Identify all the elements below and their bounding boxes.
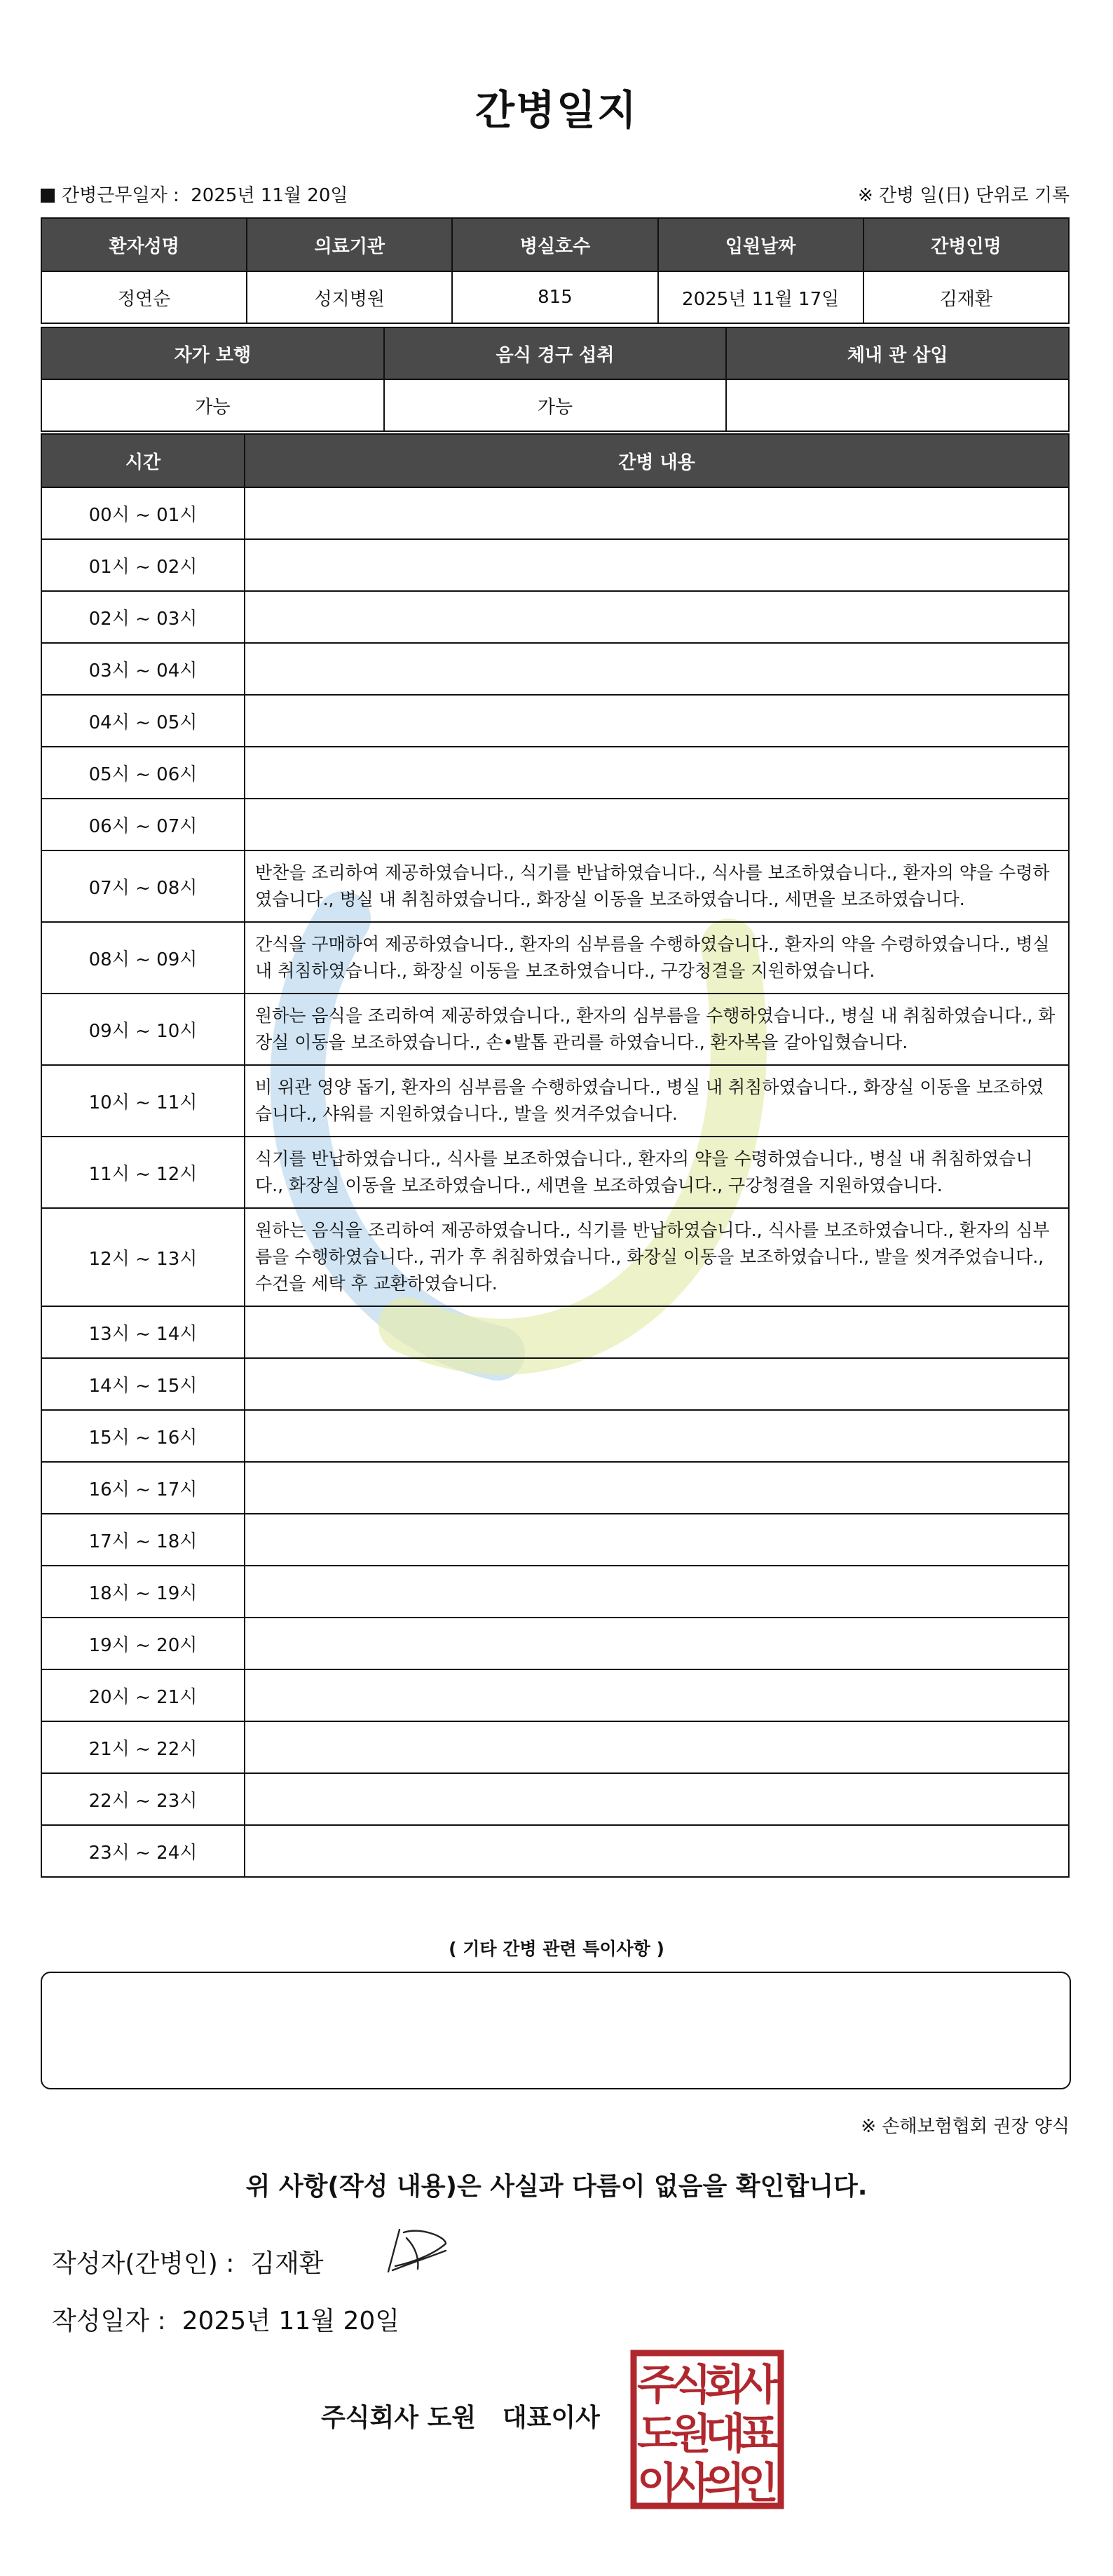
write-date-label: 작성일자 :	[52, 2307, 166, 2336]
care-content: 원하는 음식을 조리하여 제공하였습니다., 식기를 반납하였습니다., 식사를 보조하였습니다., 환자의 심부름을 수행하였습니다., 귀가 후 취침하였습니다., 화장실 이동을 보조하였습니다., 발을 씻겨주었습니다., 수건을 세탁 후 교환하였습니다.	[245, 1208, 1069, 1306]
care-content	[245, 1514, 1069, 1566]
record-unit-note: ※ 간병 일(日) 단위로 기록	[857, 185, 1070, 206]
time-slot: 17시 ~ 18시	[41, 1514, 245, 1566]
table-row	[41, 799, 1069, 850]
care-content	[245, 1825, 1069, 1877]
work-date-label: 간병근무일자 :	[62, 185, 179, 206]
svg-text:대: 대	[704, 2410, 745, 2459]
time-slot: 11시 ~ 12시	[41, 1137, 245, 1208]
time-slot: 19시 ~ 20시	[41, 1618, 245, 1669]
care-content	[245, 695, 1069, 747]
table-row	[41, 591, 1069, 643]
header-caregiver-name: 간병인명	[863, 218, 1069, 271]
notes-box	[41, 1972, 1071, 2089]
header-oral-intake: 음식 경구 섭취	[384, 327, 727, 379]
header-hospital: 의료기관	[247, 218, 452, 271]
care-content	[245, 747, 1069, 799]
table-row	[41, 487, 1069, 539]
time-slot: 09시 ~ 10시	[41, 994, 245, 1065]
time-slot: 23시 ~ 24시	[41, 1825, 245, 1877]
care-content	[245, 1721, 1069, 1773]
patient-name: 정연순	[41, 271, 247, 323]
tube-insertion-value	[726, 379, 1069, 431]
time-slot: 10시 ~ 11시	[41, 1065, 245, 1137]
care-content	[245, 1462, 1069, 1514]
time-slot: 20시 ~ 21시	[41, 1669, 245, 1721]
care-content	[245, 1773, 1069, 1825]
table-row	[41, 850, 1069, 922]
form-source-note: ※ 손해보험협회 권장 양식	[861, 2116, 1070, 2137]
care-log-table	[41, 433, 1070, 1878]
company-line	[321, 2398, 600, 2434]
care-content: 간식을 구매하여 제공하였습니다., 환자의 심부름을 수행하였습니다., 환자의 약을 수령하였습니다., 병실 내 취침하였습니다., 화장실 이동을 보조하였습니다., 구강청결을 지원하였습니다.	[245, 922, 1069, 994]
table-row	[41, 747, 1069, 799]
time-slot: 08시 ~ 09시	[41, 922, 245, 994]
company-role: 대표이사	[502, 2404, 600, 2432]
table-row	[41, 1306, 1069, 1358]
page-title: 간병일지	[474, 86, 639, 134]
header-patient-name: 환자성명	[41, 218, 247, 271]
time-slot: 15시 ~ 16시	[41, 1410, 245, 1462]
svg-text:사: 사	[671, 2459, 711, 2508]
time-slot: 21시 ~ 22시	[41, 1721, 245, 1773]
signature	[378, 2223, 456, 2286]
table-row	[41, 1566, 1069, 1618]
time-slot: 05시 ~ 06시	[41, 747, 245, 799]
table-row	[41, 695, 1069, 747]
svg-text:사: 사	[738, 2361, 779, 2410]
svg-text:의: 의	[704, 2459, 745, 2508]
care-content	[245, 539, 1069, 591]
care-content	[245, 1306, 1069, 1358]
time-slot: 14시 ~ 15시	[41, 1358, 245, 1410]
care-content: 반찬을 조리하여 제공하였습니다., 식기를 반납하였습니다., 식사를 보조하였습니다., 환자의 약을 수령하였습니다., 병실 내 취침하였습니다., 화장실 이동을 보조하였습니다., 세면을 보조하였습니다.	[245, 850, 1069, 922]
care-content: 식기를 반납하였습니다., 식사를 보조하였습니다., 환자의 약을 수령하였습니다., 병실 내 취침하였습니다., 화장실 이동을 보조하였습니다., 세면을 보조하였습니다., 구강청결을 지원하였습니다.	[245, 1137, 1069, 1208]
time-slot: 13시 ~ 14시	[41, 1306, 245, 1358]
table-row	[41, 1618, 1069, 1669]
write-date-value: 2025년 11월 20일	[182, 2307, 400, 2336]
care-content	[245, 799, 1069, 850]
table-row	[41, 1137, 1069, 1208]
header-time: 시간	[41, 434, 245, 487]
self-walking-value: 가능	[41, 379, 384, 431]
svg-text:회: 회	[704, 2361, 745, 2410]
care-content	[245, 1618, 1069, 1669]
time-slot: 02시 ~ 03시	[41, 591, 245, 643]
svg-text:도: 도	[637, 2410, 678, 2459]
writer-label: 작성자(간병인) :	[52, 2249, 235, 2278]
table-row	[41, 539, 1069, 591]
care-content	[245, 1410, 1069, 1462]
care-content	[245, 591, 1069, 643]
table-row	[41, 994, 1069, 1065]
time-slot: 18시 ~ 19시	[41, 1566, 245, 1618]
time-slot: 22시 ~ 23시	[41, 1773, 245, 1825]
care-content	[245, 487, 1069, 539]
patient-info-table	[41, 217, 1070, 324]
time-slot: 12시 ~ 13시	[41, 1208, 245, 1306]
header-room-number: 병실호수	[452, 218, 657, 271]
time-slot: 04시 ~ 05시	[41, 695, 245, 747]
writer-line	[52, 2244, 324, 2279]
company-name: 주식회사 도원	[321, 2404, 477, 2432]
svg-text:원: 원	[671, 2410, 711, 2459]
admission-date: 2025년 11월 17일	[658, 271, 863, 323]
care-content: 비 위관 영양 돕기, 환자의 심부름을 수행하였습니다., 병실 내 취침하였습니다., 화장실 이동을 보조하였습니다., 샤워를 지원하였습니다., 발을 씻겨주었습니다.	[245, 1065, 1069, 1137]
time-slot: 16시 ~ 17시	[41, 1462, 245, 1514]
table-row	[41, 1358, 1069, 1410]
patient-status-table	[41, 327, 1070, 432]
svg-text:표: 표	[738, 2410, 779, 2459]
table-row	[41, 643, 1069, 695]
confirmation-statement: 위 사항(작성 내용)은 사실과 다름이 없음을 확인합니다.	[245, 2172, 868, 2201]
table-row	[41, 1208, 1069, 1306]
care-content: 원하는 음식을 조리하여 제공하였습니다., 환자의 심부름을 수행하였습니다., 병실 내 취침하였습니다., 화장실 이동을 보조하였습니다., 손•발톱 관리를 하였습니다., 환자복을 갈아입혔습니다.	[245, 994, 1069, 1065]
table-row	[41, 1669, 1069, 1721]
caregiver-name: 김재환	[863, 271, 1069, 323]
room-number: 815	[452, 271, 657, 323]
care-content	[245, 1669, 1069, 1721]
header-self-walking: 자가 보행	[41, 327, 384, 379]
time-slot: 00시 ~ 01시	[41, 487, 245, 539]
time-slot: 03시 ~ 04시	[41, 643, 245, 695]
table-row	[41, 1825, 1069, 1877]
svg-text:이: 이	[637, 2459, 678, 2508]
table-row	[41, 1065, 1069, 1137]
oral-intake-value: 가능	[384, 379, 727, 431]
svg-text:식: 식	[671, 2361, 711, 2410]
table-row	[41, 1721, 1069, 1773]
work-date	[41, 181, 348, 207]
writer-name: 김재환	[250, 2249, 324, 2278]
square-bullet-icon	[41, 189, 55, 203]
time-slot: 07시 ~ 08시	[41, 850, 245, 922]
hospital-name: 성지병원	[247, 271, 452, 323]
notes-title: ( 기타 간병 관련 특이사항 )	[449, 1939, 664, 1959]
care-content	[245, 643, 1069, 695]
svg-text:인: 인	[738, 2459, 779, 2508]
table-row	[41, 1773, 1069, 1825]
table-row	[41, 922, 1069, 994]
work-date-value: 2025년 11월 20일	[191, 185, 348, 206]
svg-text:주: 주	[637, 2361, 678, 2410]
company-seal	[629, 2349, 785, 2510]
care-log-body	[41, 487, 1069, 1877]
header-tube-insertion: 체내 관 삽입	[726, 327, 1069, 379]
header-care-content: 간병 내용	[245, 434, 1069, 487]
care-content	[245, 1566, 1069, 1618]
table-row	[41, 1514, 1069, 1566]
table-row	[41, 1410, 1069, 1462]
time-slot: 01시 ~ 02시	[41, 539, 245, 591]
care-content	[245, 1358, 1069, 1410]
table-row	[41, 1462, 1069, 1514]
header-admission-date: 입원날짜	[658, 218, 863, 271]
write-date-line	[52, 2301, 400, 2337]
time-slot: 06시 ~ 07시	[41, 799, 245, 850]
